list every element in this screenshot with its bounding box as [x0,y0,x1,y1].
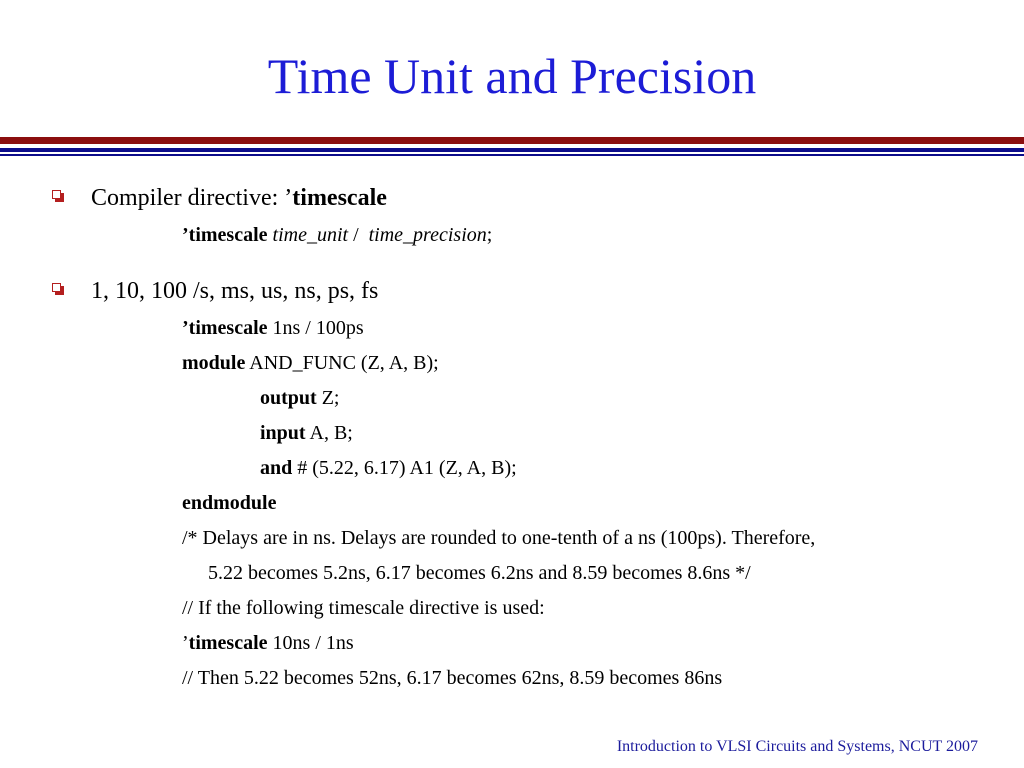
code-line-timescale-alt: ’timescale 10ns / 1ns [182,632,354,654]
slide-footer: Introduction to VLSI Circuits and Systems, NCUT 2007 [616,738,978,755]
bullet-text: Compiler directive: ’timescale [91,185,387,211]
bullet-text: 1, 10, 100 /s, ms, us, ns, ps, fs [91,278,379,304]
comment-line-2: 5.22 becomes 5.2ns, 6.17 becomes 6.2ns and 8.59 becomes 8.6ns */ [208,562,751,584]
comment-line-3: // If the following timescale directive is used: [182,597,545,619]
square-bullet-icon [52,190,64,202]
square-bullet-icon [52,283,64,295]
code-line-4: input A, B; [260,422,353,444]
code-line-2: module AND_FUNC (Z, A, B); [182,352,439,374]
bullet-time-units [52,276,378,306]
code-line-1: ’timescale 1ns / 100ps [182,317,364,339]
timescale-syntax: ’timescale time_unit / time_precision; [182,224,493,246]
title-divider-red [0,137,1024,144]
bullet-compiler-directive [52,183,387,213]
comment-line-4: // Then 5.22 becomes 52ns, 6.17 becomes 62ns, 8.59 becomes 86ns [182,667,723,689]
title-divider-blue-thin [0,154,1024,156]
title-divider-blue-thick [0,148,1024,152]
slide-title: Time Unit and Precision [267,48,757,104]
code-line-6: endmodule [182,492,277,514]
code-line-5: and # (5.22, 6.17) A1 (Z, A, B); [260,457,517,479]
code-line-3: output Z; [260,387,340,409]
comment-line-1: /* Delays are in ns. Delays are rounded to one-tenth of a ns (100ps). Therefore, [182,527,816,549]
